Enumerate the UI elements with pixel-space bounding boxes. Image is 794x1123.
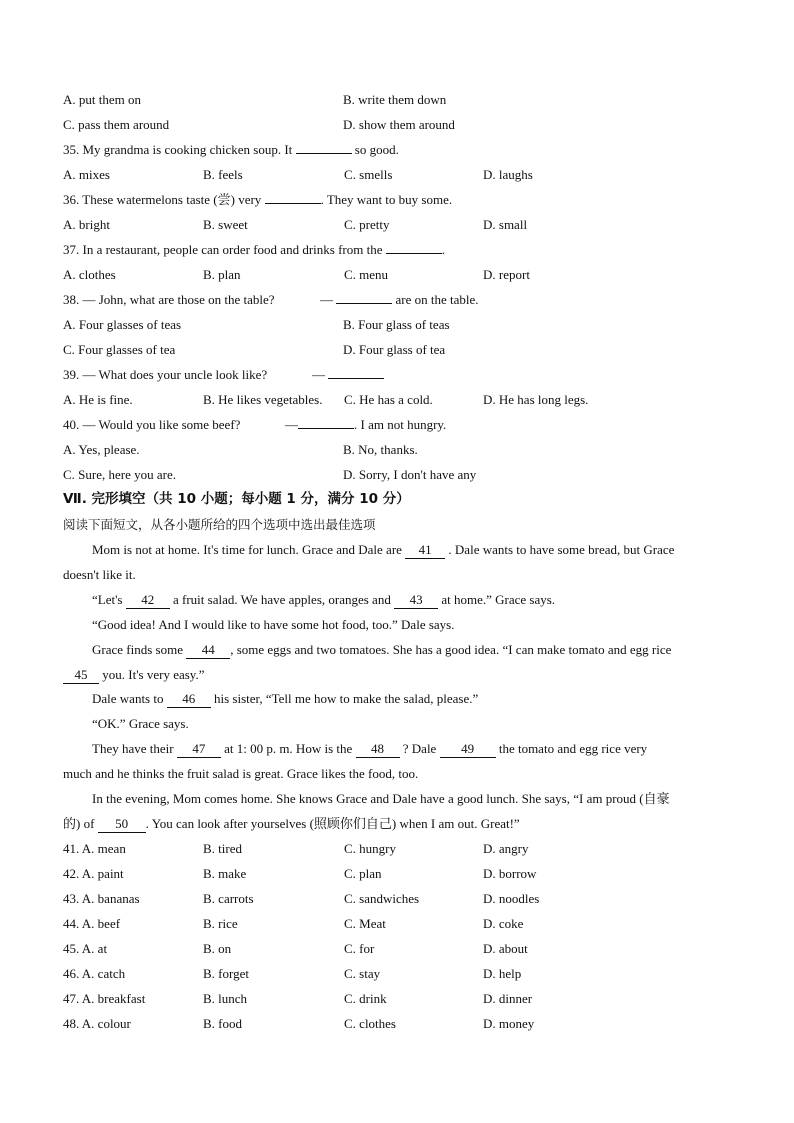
option-47-d: D. dinner xyxy=(483,991,533,1006)
q38-question: 38. — John, what are those on the table? xyxy=(63,292,275,307)
passage-line-5 xyxy=(92,637,671,662)
q35-option-b: B. feels xyxy=(203,167,243,182)
passage-text: , some eggs and two tomatoes. She has a good idea. “I can make tomato and egg rice xyxy=(230,642,672,657)
passage-text: 的) of xyxy=(63,816,95,831)
passage-line-4: “Good idea! And I would like to have some hot food, too.” Dale says. xyxy=(92,617,455,632)
q39-option-d: D. He has long legs. xyxy=(483,392,589,407)
passage-text: at 1: 00 p. m. How is the xyxy=(224,741,353,756)
option-41-c: C. hungry xyxy=(344,841,396,856)
q40-option-c: C. Sure, here you are. xyxy=(63,467,176,482)
q39-question: 39. — What does your uncle look like? xyxy=(63,367,268,382)
option-41-a: 41. A. mean xyxy=(63,841,126,856)
q35-option-a: A. mixes xyxy=(63,167,110,182)
option-45-a: 45. A. at xyxy=(63,941,108,956)
option-48-c: C. clothes xyxy=(344,1016,396,1031)
blank-48: 48 xyxy=(356,740,400,758)
q35-text: 35. My grandma is cooking chicken soup. It xyxy=(63,142,293,157)
q36-text: 36. These watermelons taste (尝) very xyxy=(63,192,262,207)
passage-line-11: In the evening, Mom comes home. She knows Grace and Dale have a good lunch. She says, “I am proud (自豪 xyxy=(92,791,670,806)
blank-45: 45 xyxy=(63,666,99,684)
passage-line-1 xyxy=(92,537,674,562)
q37-option-b: B. plan xyxy=(203,267,241,282)
option-41-d: D. angry xyxy=(483,841,529,856)
passage-text: “Let's xyxy=(92,592,123,607)
option-42-b: B. make xyxy=(203,866,247,881)
q38-option-c: C. Four glasses of tea xyxy=(63,342,176,357)
passage-line-12 xyxy=(63,811,520,836)
blank-49: 49 xyxy=(440,740,496,758)
q36-option-c: C. pretty xyxy=(344,217,390,232)
option-48-d: D. money xyxy=(483,1016,535,1031)
blank-43: 43 xyxy=(394,591,438,609)
passage-line-6 xyxy=(63,662,204,687)
passage-text: at home.” Grace says. xyxy=(441,592,556,607)
q40-question: 40. — Would you like some beef? xyxy=(63,417,241,432)
q40-blank xyxy=(298,428,354,429)
q34-option-d: D. show them around xyxy=(343,117,455,132)
q39-dash: — xyxy=(312,367,325,382)
q37-blank xyxy=(386,253,442,254)
q37-text: 37. In a restaurant, people can order food and drinks from the xyxy=(63,242,383,257)
q34-option-c: C. pass them around xyxy=(63,117,170,132)
option-44-a: 44. A. beef xyxy=(63,916,121,931)
q36-option-d: D. small xyxy=(483,217,528,232)
option-45-b: B. on xyxy=(203,941,232,956)
q35-option-c: C. smells xyxy=(344,167,393,182)
option-42-a: 42. A. paint xyxy=(63,866,124,881)
passage-text: the tomato and egg rice very xyxy=(498,741,648,756)
q38-blank xyxy=(336,303,392,304)
q36-option-b: B. sweet xyxy=(203,217,248,232)
option-46-c: C. stay xyxy=(344,966,381,981)
blank-41: 41 xyxy=(405,541,445,559)
q39-option-c: C. He has a cold. xyxy=(344,392,433,407)
option-47-b: B. lunch xyxy=(203,991,248,1006)
option-45-c: C. for xyxy=(344,941,375,956)
q37-option-a: A. clothes xyxy=(63,267,116,282)
q36-text-end: . They want to buy some. xyxy=(320,192,453,207)
q40-answer-line xyxy=(285,412,446,437)
passage-text: Dale wants to xyxy=(92,691,164,706)
blank-46: 46 xyxy=(167,690,211,708)
q38-answer-line xyxy=(320,287,479,312)
q34-option-b: B. write them down xyxy=(343,92,447,107)
passage-text: ? Dale xyxy=(402,741,437,756)
option-46-a: 46. A. catch xyxy=(63,966,126,981)
q38-option-a: A. Four glasses of teas xyxy=(63,317,182,332)
option-43-a: 43. A. bananas xyxy=(63,891,140,906)
option-42-c: C. plan xyxy=(344,866,382,881)
q35-text-end: so good. xyxy=(354,142,399,157)
q36-stem xyxy=(63,187,452,212)
blank-47: 47 xyxy=(177,740,221,758)
option-47-a: 47. A. breakfast xyxy=(63,991,146,1006)
passage-text: a fruit salad. We have apples, oranges and xyxy=(173,592,391,607)
q37-option-d: D. report xyxy=(483,267,530,282)
q37-stem xyxy=(63,237,445,262)
passage-text: Mom is not at home. It's time for lunch. Grace and Dale are xyxy=(92,542,402,557)
option-43-c: C. sandwiches xyxy=(344,891,420,906)
option-46-d: D. help xyxy=(483,966,522,981)
q35-blank xyxy=(296,153,352,154)
q39-blank xyxy=(328,378,384,379)
passage-text: you. It's very easy.” xyxy=(102,667,205,682)
passage-line-2: doesn't like it. xyxy=(63,567,136,582)
q36-blank xyxy=(265,203,321,204)
option-48-b: B. food xyxy=(203,1016,242,1031)
option-47-c: C. drink xyxy=(344,991,387,1006)
q39-option-b: B. He likes vegetables. xyxy=(203,392,323,407)
option-44-c: C. Meat xyxy=(344,916,386,931)
q38-option-d: D. Four glass of tea xyxy=(343,342,446,357)
q34-option-a: A. put them on xyxy=(63,92,141,107)
q40-text-end: . I am not hungry. xyxy=(354,417,447,432)
passage-text: his sister, “Tell me how to make the salad, please.” xyxy=(213,691,479,706)
section-instruction: 阅读下面短文，从各小题所给的四个选项中选出最佳选项 xyxy=(63,517,376,532)
q38-text-end: are on the table. xyxy=(395,292,479,307)
option-42-d: D. borrow xyxy=(483,866,537,881)
blank-50: 50 xyxy=(98,815,146,833)
option-45-d: D. about xyxy=(483,941,528,956)
passage-line-7 xyxy=(92,686,478,711)
option-43-d: D. noodles xyxy=(483,891,540,906)
q38-option-b: B. Four glass of teas xyxy=(343,317,450,332)
blank-44: 44 xyxy=(186,641,230,659)
option-48-a: 48. A. colour xyxy=(63,1016,131,1031)
blank-42: 42 xyxy=(126,591,170,609)
option-44-d: D. coke xyxy=(483,916,524,931)
option-43-b: B. carrots xyxy=(203,891,254,906)
q39-option-a: A. He is fine. xyxy=(63,392,133,407)
q39-answer-line xyxy=(312,362,384,387)
passage-text: . Dale wants to have some bread, but Grace xyxy=(448,542,675,557)
passage-line-10: much and he thinks the fruit salad is great. Grace likes the food, too. xyxy=(63,766,419,781)
passage-text: They have their xyxy=(92,741,174,756)
option-41-b: B. tired xyxy=(203,841,242,856)
q40-dash: — xyxy=(285,417,298,432)
q35-stem xyxy=(63,137,399,162)
q37-option-c: C. menu xyxy=(344,267,389,282)
passage-text: . You can look after yourselves (照顾你们自己) when I am out. Great!” xyxy=(145,816,520,831)
q38-dash: — xyxy=(320,292,333,307)
q40-option-b: B. No, thanks. xyxy=(343,442,418,457)
q36-option-a: A. bright xyxy=(63,217,110,232)
q40-option-d: D. Sorry, I don't have any xyxy=(343,467,477,482)
option-46-b: B. forget xyxy=(203,966,249,981)
option-44-b: B. rice xyxy=(203,916,238,931)
passage-line-9 xyxy=(92,736,647,761)
q35-option-d: D. laughs xyxy=(483,167,533,182)
q37-text-end: . xyxy=(441,242,445,257)
section-heading: Ⅶ. 完形填空（共 10 小题；每小题 1 分，满分 10 分） xyxy=(63,491,410,507)
q40-option-a: A. Yes, please. xyxy=(63,442,140,457)
passage-line-8: “OK.” Grace says. xyxy=(92,716,189,731)
passage-line-3 xyxy=(92,587,555,612)
passage-text: Grace finds some xyxy=(92,642,183,657)
